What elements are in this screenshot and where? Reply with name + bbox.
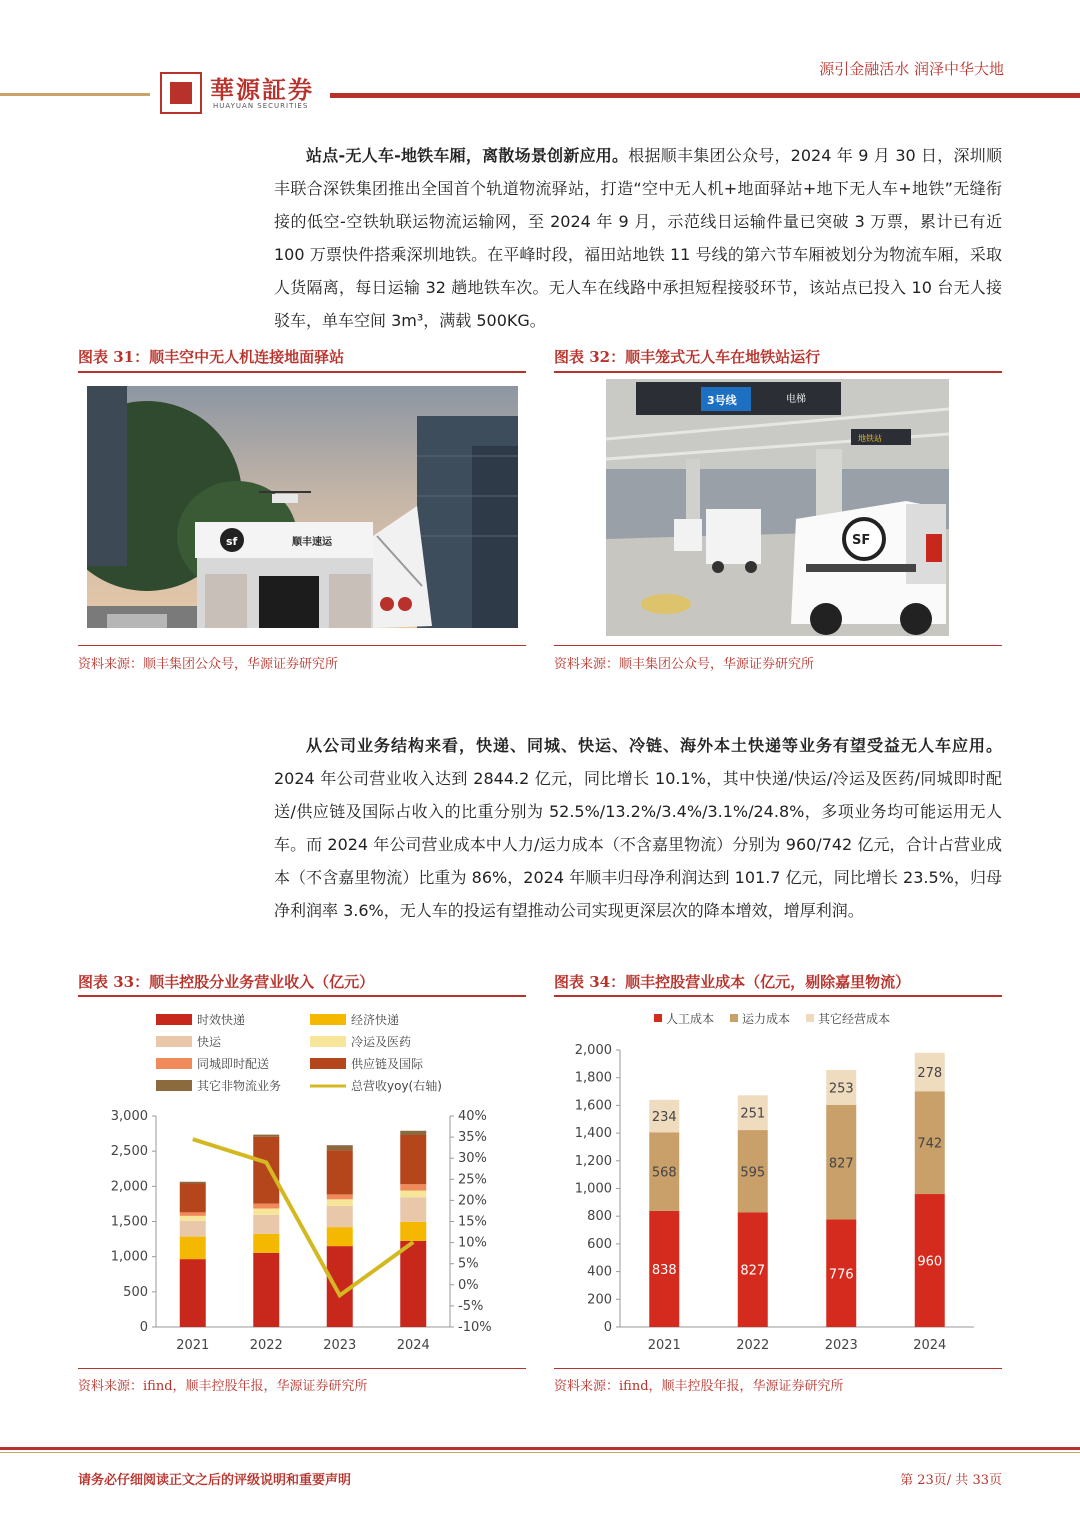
y-tick-label: 600: [587, 1236, 612, 1252]
fig32-sign-elevator: 电梯: [786, 394, 806, 405]
y-left-tick-label: 1,000: [110, 1249, 148, 1265]
y-tick-label: 200: [587, 1292, 612, 1308]
fig31-sf-logo: sf: [226, 535, 238, 548]
bar-segment: [180, 1216, 206, 1221]
legend-label: 总营收yoy(右轴): [351, 1079, 442, 1093]
bar-segment: [253, 1253, 279, 1327]
fig32-sign-exit: 地铁站: [858, 434, 882, 443]
bar-segment: [327, 1194, 353, 1199]
legend-label: 同城即时配送: [197, 1057, 270, 1071]
legend-label: 经济快递: [351, 1013, 400, 1027]
paragraph-1-lead: 站点-无人车-地铁车厢，离散场景创新应用。: [306, 146, 629, 165]
y-right-tick-label: 15%: [458, 1214, 487, 1230]
header-slogan: 源引金融活水 润泽中华大地: [819, 60, 1004, 78]
y-tick-label: 1,600: [574, 1098, 612, 1114]
bar-segment: [400, 1135, 426, 1184]
y-right-tick-label: 40%: [458, 1109, 487, 1124]
fig31-sign-text: 顺丰速运: [292, 537, 332, 548]
y-tick-label: 1,200: [574, 1153, 612, 1169]
paragraph-1: [274, 139, 1002, 337]
x-tick-label: 2023: [824, 1338, 858, 1353]
bar-segment: [253, 1137, 279, 1204]
data-label: 278: [917, 1066, 943, 1082]
legend-swatch: [730, 1014, 738, 1022]
bar-segment: [400, 1191, 426, 1198]
data-label: 960: [917, 1254, 943, 1270]
fig33-top-rule: [78, 995, 526, 997]
logo-name: 華源証券: [210, 75, 314, 104]
fig31-title: 图表 31：顺丰空中无人机连接地面驿站: [78, 348, 345, 366]
fig34-top-rule: [554, 995, 1002, 997]
bar-segment: [327, 1150, 353, 1194]
y-left-tick-label: 500: [123, 1284, 148, 1300]
fig33-chart: [78, 1000, 526, 1365]
y-right-tick-label: 35%: [458, 1130, 487, 1146]
y-right-tick-label: 30%: [458, 1151, 487, 1167]
y-left-tick-label: 2,000: [110, 1179, 148, 1195]
bar-segment: [327, 1145, 353, 1150]
bar-segment: [180, 1212, 206, 1216]
legend-swatch: [156, 1058, 192, 1069]
bar-segment: [327, 1227, 353, 1246]
paragraph-1-body: 根据顺丰集团公众号，2024 年 9 月 30 日，深圳顺丰联合深铁集团推出全国首个轨道物流驿站，打造“空中无人机+地面驿站+地下无人车+地铁”无缝衔接的低空-空铁轨联运物流运输网，至 2024 年 9 月，示范线日运输件量已突破 3 万票，累计已有近 100 万票快件搭乘深圳地铁。在平峰时段，福田站地铁 11 号线的第六节车厢被划分为物流车厢，采取人货隔离，每日运输 32 趟地铁车次。无人车在线路中承担短程接驳环节，该站点已投入 10 台无人接驳车，单车空间 3m³，满载 500KG。: [274, 146, 1002, 330]
data-label: 827: [740, 1263, 766, 1279]
fig34-chart: [554, 1000, 1002, 1365]
bar-segment: [400, 1241, 426, 1327]
fig32-bottom-rule: [554, 645, 1002, 646]
yoy-line: [193, 1139, 414, 1295]
legend-label: 运力成本: [742, 1012, 791, 1026]
logo-seal-icon: [160, 72, 202, 114]
data-label: 742: [917, 1136, 943, 1152]
data-label: 568: [651, 1165, 677, 1181]
x-tick-label: 2024: [396, 1338, 430, 1353]
y-right-tick-label: 0%: [458, 1277, 479, 1293]
header-rule-right: [330, 93, 1080, 98]
bar-segment: [180, 1259, 206, 1327]
legend-label: 时效快递: [197, 1013, 246, 1027]
paragraph-2: [274, 729, 1002, 927]
fig32-title: 图表 32：顺丰笼式无人车在地铁站运行: [554, 348, 821, 366]
y-tick-label: 800: [587, 1209, 612, 1225]
y-right-tick-label: 20%: [458, 1193, 487, 1209]
bar-segment: [253, 1135, 279, 1137]
legend-label: 人工成本: [666, 1012, 715, 1026]
legend-swatch: [156, 1080, 192, 1091]
footer-rule: [0, 1447, 1080, 1450]
bar-segment: [253, 1204, 279, 1209]
legend-swatch: [156, 1014, 192, 1025]
y-right-tick-label: 25%: [458, 1172, 487, 1188]
y-right-tick-label: -5%: [458, 1298, 484, 1314]
legend-swatch: [310, 1058, 346, 1069]
bar-segment: [327, 1206, 353, 1227]
legend-swatch: [156, 1036, 192, 1047]
x-tick-label: 2022: [736, 1338, 770, 1353]
logo-name-en: HUAYUAN SECURITIES: [213, 102, 309, 110]
legend-label: 其它经营成本: [818, 1012, 891, 1026]
bar-segment: [180, 1237, 206, 1260]
footer-rule-gold: [0, 1452, 1080, 1453]
footer-disclaimer: 请务必仔细阅读正文之后的评级说明和重要声明: [78, 1473, 352, 1488]
paragraph-2-body: 2024 年公司营业收入达到 2844.2 亿元，同比增长 10.1%，其中快递/快运/冷运及医药/同城即时配送/供应链及国际占收入的比重分别为 52.5%/13.2%/3.4%/3.1%/24.8%，多项业务均可能运用无人车。而 2024 年公司营业成本中人力/运力成本（不含嘉里物流）分别为 960/742 亿元，合计占营业成本（不含嘉里物流）比重为 86%，2024 年顺丰归母净利润达到 101.7 亿元，同比增长 23.5%，归母净利润率 3.6%，无人车的投运有望推动公司实现更深层次的降本增效，增厚利润。: [274, 769, 1002, 920]
header-rule-left: [0, 93, 150, 96]
fig34-bottom-rule: [554, 1368, 1002, 1369]
bar-segment: [400, 1131, 426, 1135]
fig33-bottom-rule: [78, 1368, 526, 1369]
fig34-title: 图表 34：顺丰控股营业成本（亿元，剔除嘉里物流）: [554, 973, 911, 991]
data-label: 838: [651, 1262, 677, 1278]
x-tick-label: 2021: [647, 1338, 681, 1353]
fig31-top-rule: [78, 371, 526, 373]
footer-page-number: 第 23页/ 共 33页: [900, 1473, 1002, 1488]
y-left-tick-label: 2,500: [110, 1144, 148, 1160]
fig32-sf-logo: SF: [852, 533, 871, 548]
paragraph-2-lead: 从公司业务结构来看，快递、同城、快运、冷链、海外本土快递等业务有望受益无人车应用。: [306, 736, 1002, 755]
y-left-tick-label: 1,500: [110, 1214, 148, 1230]
y-tick-label: 1,000: [574, 1181, 612, 1197]
fig34-source: 资料来源：ifind，顺丰控股年报，华源证券研究所: [554, 1379, 844, 1394]
x-tick-label: 2023: [323, 1338, 357, 1353]
data-label: 776: [828, 1267, 854, 1283]
fig32-top-rule: [554, 371, 1002, 373]
y-tick-label: 1,400: [574, 1126, 612, 1142]
legend-label: 其它非物流业务: [197, 1079, 282, 1093]
legend-swatch: [310, 1014, 346, 1025]
bar-segment: [400, 1222, 426, 1241]
legend-label: 快运: [197, 1035, 222, 1049]
fig32-photo: [606, 379, 949, 636]
y-right-tick-label: -10%: [458, 1320, 492, 1335]
fig32-source: 资料来源：顺丰集团公众号，华源证券研究所: [554, 657, 815, 672]
y-tick-label: 400: [587, 1264, 612, 1280]
y-tick-label: 0: [603, 1320, 612, 1335]
fig31-bottom-rule: [78, 645, 526, 646]
bar-segment: [400, 1184, 426, 1190]
legend-label: 供应链及国际: [351, 1057, 424, 1071]
y-tick-label: 1,800: [574, 1070, 612, 1086]
legend-swatch: [806, 1014, 814, 1022]
legend-label: 冷运及医药: [351, 1035, 412, 1049]
data-label: 234: [651, 1110, 677, 1126]
bar-segment: [253, 1215, 279, 1234]
data-label: 595: [740, 1165, 766, 1181]
data-label: 251: [740, 1106, 766, 1122]
bar-segment: [180, 1221, 206, 1237]
y-right-tick-label: 10%: [458, 1235, 487, 1251]
bar-segment: [253, 1208, 279, 1214]
fig31-source: 资料来源：顺丰集团公众号，华源证券研究所: [78, 657, 339, 672]
fig33-title: 图表 33：顺丰控股分业务营业收入（亿元）: [78, 973, 375, 991]
y-tick-label: 2,000: [574, 1043, 612, 1058]
x-tick-label: 2021: [176, 1338, 210, 1353]
legend-swatch: [654, 1014, 662, 1022]
bar-segment: [400, 1197, 426, 1222]
data-label: 253: [828, 1081, 854, 1097]
fig33-source: 资料来源：ifind，顺丰控股年报，华源证券研究所: [78, 1379, 368, 1394]
legend-swatch: [310, 1036, 346, 1047]
x-tick-label: 2024: [913, 1338, 947, 1353]
y-right-tick-label: 5%: [458, 1256, 479, 1272]
y-left-tick-label: 3,000: [110, 1109, 148, 1124]
bar-segment: [180, 1182, 206, 1184]
bar-segment: [327, 1199, 353, 1206]
fig31-photo: [87, 386, 518, 628]
y-left-tick-label: 0: [139, 1320, 148, 1335]
x-tick-label: 2022: [249, 1338, 283, 1353]
bar-segment: [253, 1234, 279, 1253]
fig32-sign-line: 3号线: [707, 394, 737, 407]
data-label: 827: [828, 1156, 854, 1172]
bar-segment: [180, 1184, 206, 1213]
